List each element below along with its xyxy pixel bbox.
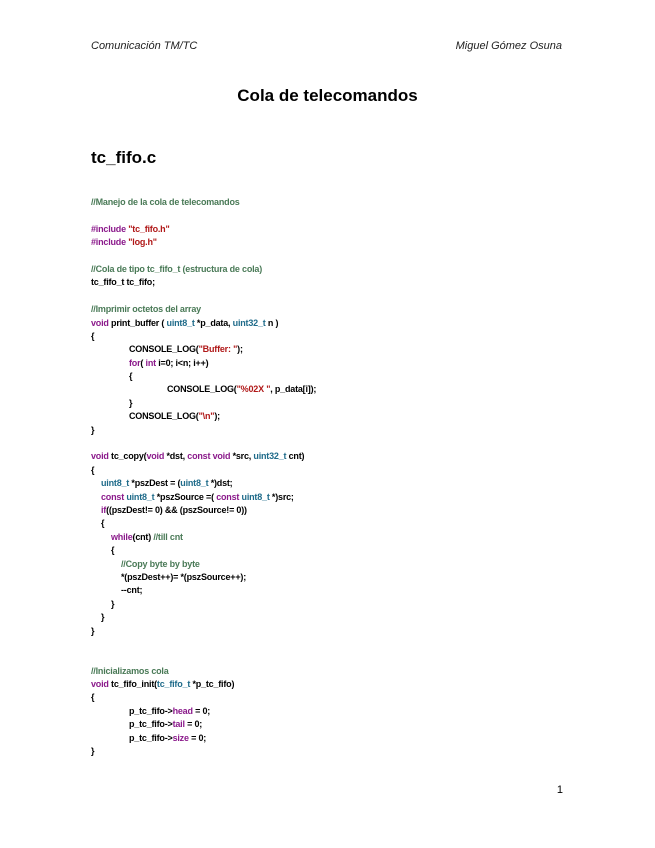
code-token: "\n" [198, 411, 215, 422]
code-token: ( [140, 357, 146, 368]
code-token: { [111, 545, 115, 556]
code-blank-line [91, 638, 591, 651]
header-right: Miguel Gómez Osuna [455, 40, 562, 52]
code-token: CONSOLE_LOG( [129, 411, 199, 422]
code-token: { [91, 692, 95, 703]
code-token: { [91, 330, 95, 341]
code-line [91, 531, 591, 544]
code-token: = 0; [184, 719, 203, 730]
code-line [91, 370, 591, 383]
code-line [91, 504, 591, 517]
code-token: p_tc_fifo-> [129, 732, 173, 743]
code-token: const [101, 491, 127, 502]
page-number: 1 [556, 784, 563, 796]
code-line [91, 424, 591, 437]
code-token: uint8_t [166, 317, 197, 328]
code-token: (cnt) [132, 531, 154, 542]
code-token: //Imprimir octetos del array [91, 304, 201, 315]
code-line [91, 263, 591, 276]
code-line [91, 625, 591, 638]
code-token: uint8_t [180, 478, 211, 489]
code-token: while [111, 531, 133, 542]
page-title: Cola de telecomandos [237, 86, 418, 105]
code-token: uint32_t [253, 451, 289, 462]
code-token: int [145, 357, 159, 368]
code-token: = 0; [188, 732, 207, 743]
code-line [91, 584, 591, 597]
code-token: for [129, 357, 141, 368]
code-line [91, 598, 591, 611]
file-title: tc_fifo.c [91, 148, 157, 167]
code-token: "log.h" [128, 237, 157, 248]
code-line [91, 544, 591, 557]
code-token: void [91, 679, 112, 690]
code-token: #include [91, 237, 129, 248]
code-line [91, 558, 591, 571]
code-token: *src, [232, 451, 254, 462]
code-token: CONSOLE_LOG( [167, 384, 237, 395]
code-token: ); [237, 344, 243, 355]
code-token: tail [172, 719, 185, 730]
code-line [91, 330, 591, 343]
code-token: tc_copy( [111, 451, 147, 462]
code-token: } [101, 612, 105, 623]
code-token: void [91, 317, 112, 328]
code-line [91, 718, 591, 731]
code-blank-line [91, 437, 591, 450]
code-token: //Copy byte by byte [121, 558, 200, 569]
code-token: *p_tc_fifo) [192, 679, 235, 690]
code-token: head [172, 705, 193, 716]
code-token: const [216, 491, 242, 502]
code-line [91, 691, 591, 704]
code-line [91, 410, 591, 423]
code-token: //Cola de tipo tc_fifo_t (estructura de cola) [91, 263, 263, 274]
code-token: print_buffer ( [111, 317, 167, 328]
code-token: //till cnt [153, 531, 183, 542]
code-line [91, 397, 591, 410]
code-token: { [101, 518, 105, 529]
code-token: ); [214, 411, 220, 422]
code-line [91, 303, 591, 316]
code-line [91, 383, 591, 396]
code-line [91, 477, 591, 490]
code-line [91, 464, 591, 477]
header-left: Comunicación TM/TC [91, 40, 198, 52]
code-token: *pszDest = ( [131, 478, 181, 489]
code-token: //Manejo de la cola de telecomandos [91, 197, 240, 207]
code-token: *)dst; [210, 478, 233, 489]
code-token: if [101, 504, 107, 515]
code-token: uint8_t [241, 491, 272, 502]
code-token: } [129, 397, 133, 408]
code-line [91, 343, 591, 356]
code-line [91, 705, 591, 718]
code-line [91, 236, 591, 249]
code-token: { [129, 371, 133, 382]
code-blank-line [91, 290, 591, 303]
code-token: #include [91, 223, 129, 234]
code-token: } [91, 625, 95, 636]
code-token: *dst, [166, 451, 188, 462]
code-token: { [91, 464, 95, 475]
code-blank-line [91, 209, 591, 222]
code-token: = 0; [192, 705, 211, 716]
code-token: tc_fifo_t tc_fifo; [91, 277, 155, 288]
code-line [91, 745, 591, 758]
code-token: } [91, 424, 95, 435]
code-blank-line [91, 250, 591, 263]
code-token: cnt) [288, 451, 305, 462]
code-line [91, 571, 591, 584]
code-line [91, 732, 591, 745]
code-line [91, 357, 591, 370]
code-line [91, 196, 591, 209]
code-token: *)src; [271, 491, 294, 502]
code-token: } [111, 598, 115, 609]
code-token: uint32_t [232, 317, 268, 328]
code-line [91, 517, 591, 530]
code-token: --cnt; [121, 585, 143, 596]
code-line [91, 276, 591, 289]
code-line [91, 317, 591, 330]
code-token: } [91, 746, 95, 757]
code-token: p_tc_fifo-> [129, 705, 173, 716]
code-token: //Inicializamos cola [91, 665, 169, 676]
code-line [91, 491, 591, 504]
code-blank-line [91, 651, 591, 664]
code-line [91, 665, 591, 678]
code-token: i=0; i<n; i++) [158, 357, 209, 368]
code-line [91, 223, 591, 236]
code-line [91, 611, 591, 624]
code-token: void [91, 451, 112, 462]
code-token: void [146, 451, 167, 462]
code-token: const void [187, 451, 233, 462]
code-token: uint8_t [101, 478, 132, 489]
code-token: size [172, 732, 189, 743]
code-token: *pszSource =( [156, 491, 217, 502]
code-line [91, 678, 591, 691]
code-token: , p_data[i]); [270, 384, 317, 395]
code-token: *p_data, [196, 317, 233, 328]
code-token: "%02X " [236, 384, 271, 395]
code-token: *(pszDest++)= *(pszSource++); [121, 571, 246, 582]
code-line [91, 450, 591, 463]
code-token: "tc_fifo.h" [128, 223, 170, 234]
code-token: tc_fifo_t [156, 679, 193, 690]
code-token: ((pszDest!= 0) && (pszSource!= 0)) [106, 504, 247, 515]
code-token: tc_fifo_init( [111, 679, 157, 690]
code-token: CONSOLE_LOG( [129, 344, 199, 355]
code-block [91, 196, 591, 758]
code-token: "Buffer: " [198, 344, 238, 355]
code-token: n ) [267, 317, 279, 328]
code-token: uint8_t [126, 491, 157, 502]
code-token: p_tc_fifo-> [129, 719, 173, 730]
